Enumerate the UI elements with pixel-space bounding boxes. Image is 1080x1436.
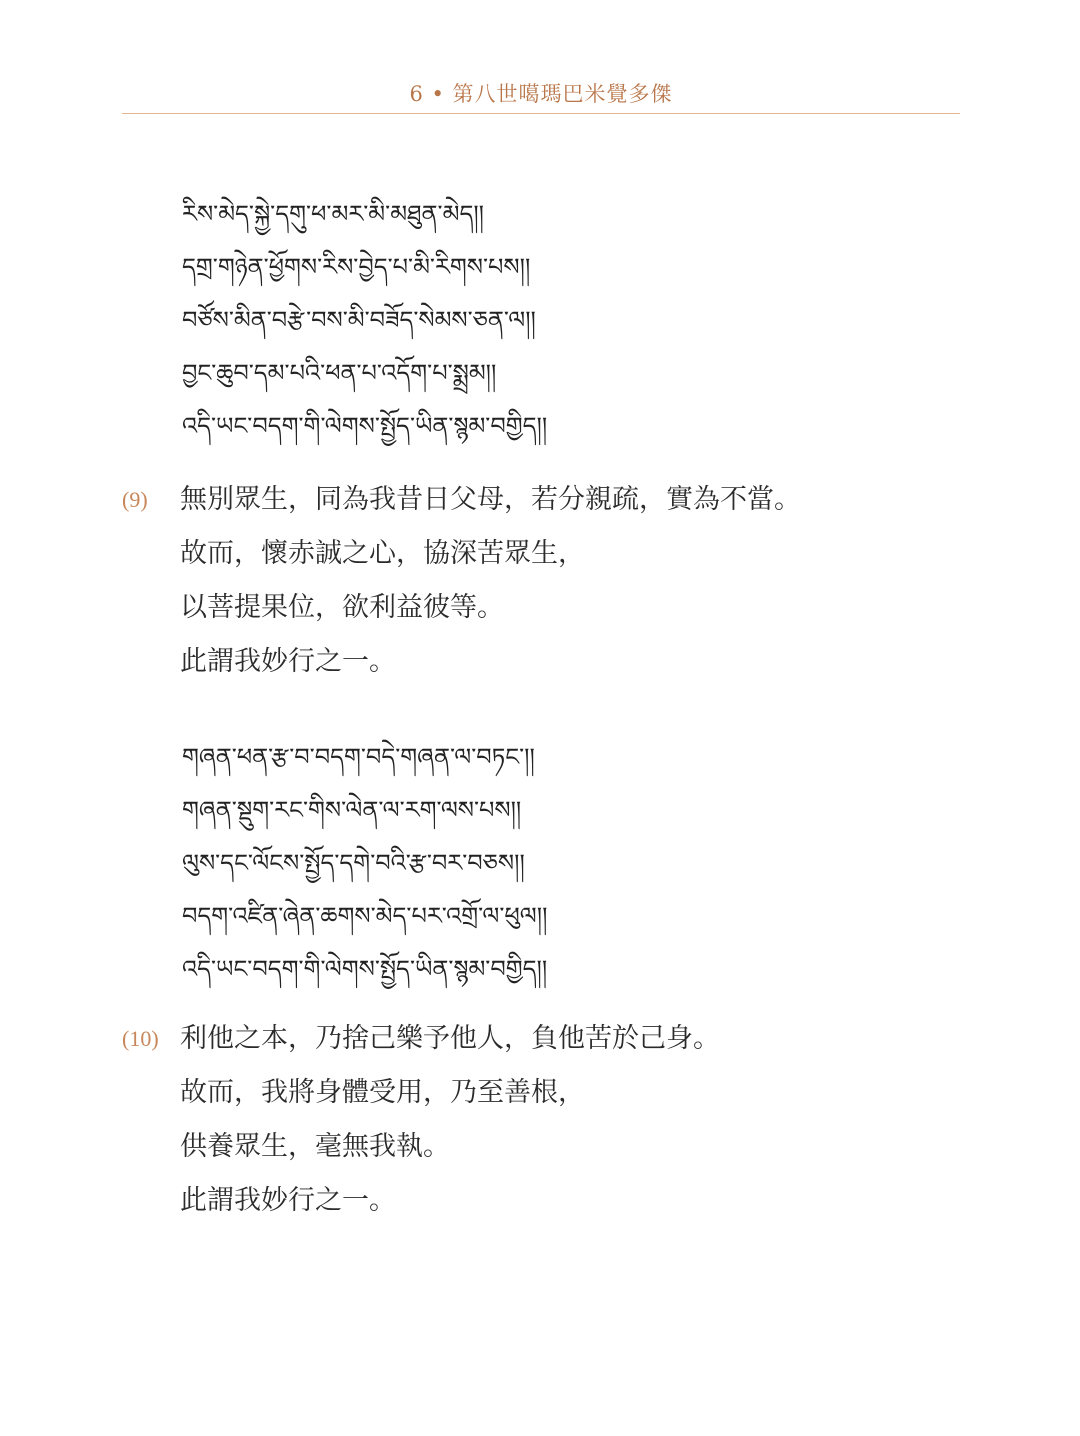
translation-line: 此謂我妙行之一。: [180, 646, 396, 677]
translation-line: 供養眾生，毫無我執。: [180, 1131, 450, 1162]
verse-translation: [180, 1012, 720, 1228]
verse-number: (9): [122, 487, 148, 512]
tibetan-line: བྱང་ཆུབ་དམ་པའི་ཕན་པ་འདོག་པ་སྨྲམ།།: [182, 359, 497, 387]
verse-translation: [180, 473, 801, 689]
translation-line: 以菩提果位，欲利益彼等。: [180, 592, 504, 623]
tibetan-line: བཙོས་མིན་བརྩེ་བས་མི་བཟོད་སེམས་ཅན་ལ།།: [182, 306, 536, 334]
tibetan-line: རིས་མེད་སྐྱེ་དགུ་ཕ་མར་མི་མཐུན་མེད།།: [182, 200, 484, 228]
tibetan-line: འདི་ཡང་བདག་གི་ལེགས་སྤྱོད་ཡིན་སྙམ་བགྱིད།།: [182, 412, 548, 440]
tibetan-verse-block-1: [182, 188, 782, 453]
running-header: 6 • 第八世噶瑪巴米覺多傑: [409, 82, 673, 106]
tibetan-line: ལུས་དང་ལོངས་སྤྱོད་དགེ་བའི་རྩ་བར་བཅས།།: [182, 849, 525, 877]
header-divider: [122, 113, 960, 114]
tibetan-line: གཞན་ཕན་རྩ་བ་བདག་བདེ་གཞན་ལ་བཏང་།།: [182, 743, 535, 771]
tibetan-line: དགྲ་གཉེན་ཕྱོགས་རིས་བྱེད་པ་མི་རིགས་པས།།: [182, 253, 531, 281]
tibetan-line: འདི་ཡང་བདག་གི་ལེགས་སྤྱོད་ཡིན་སྙམ་བགྱིད།།: [182, 955, 548, 983]
verse-number: (10): [122, 1026, 159, 1051]
tibetan-line: གཞན་སྡུག་རང་གིས་ལེན་ལ་རག་ལས་པས།།: [182, 796, 522, 824]
translation-line: 故而，懷赤誠之心，協深苦眾生，: [180, 538, 585, 569]
tibetan-line: བདག་འཛིན་ཞེན་ཆགས་མེད་པར་འགྲོ་ལ་ཕུལ།།: [182, 902, 548, 930]
translation-line: 利他之本，乃捨己樂予他人，負他苦於己身。: [180, 1023, 720, 1054]
translation-line: 無別眾生，同為我昔日父母，若分親疏，實為不當。: [180, 484, 801, 515]
translation-line: 此謂我妙行之一。: [180, 1185, 396, 1216]
translation-line: 故而，我將身體受用，乃至善根，: [180, 1077, 585, 1108]
tibetan-verse-block-2: [182, 731, 782, 996]
